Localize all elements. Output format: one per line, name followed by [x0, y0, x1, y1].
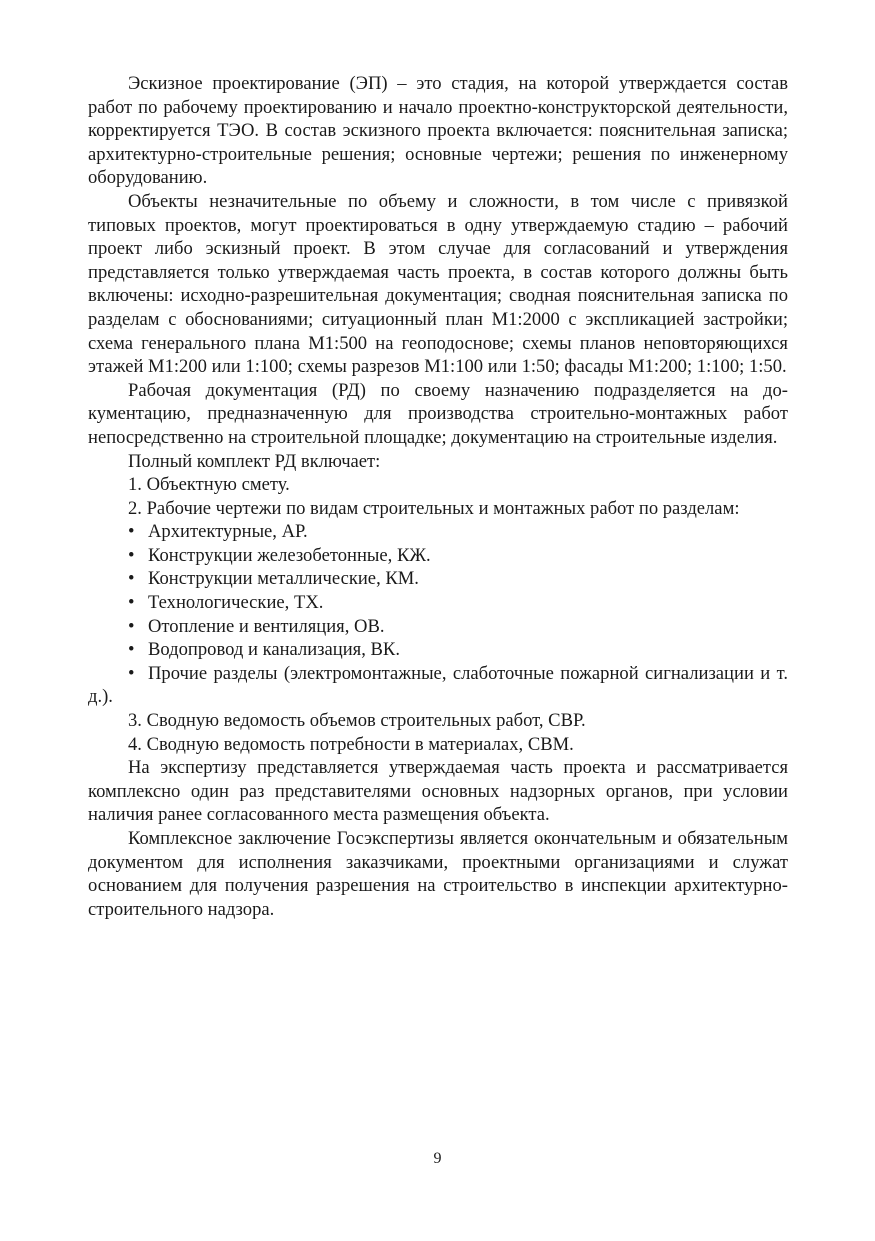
- bullet-item-vk: [88, 638, 788, 662]
- list-item-svr: 3. Сводную ведомость объемов строительных работ, СВР.: [128, 710, 586, 732]
- bullet-icon: •: [128, 615, 135, 637]
- bullet-item-ov: [88, 615, 788, 639]
- bullet-icon: •: [128, 639, 135, 661]
- bullet-text: Технологические, ТХ.: [148, 592, 324, 614]
- bullet-icon: •: [128, 568, 135, 590]
- sections-bullet-list: [88, 520, 788, 709]
- bullet-item-other: [88, 662, 788, 709]
- bullet-item-ar: [88, 520, 788, 544]
- paragraph-conclusion: Комплексное заключение Госэкспертизы является окончательным и обязательным документом для исполнения заказчиками, проектными организациями и служат основанием для получения разрешения на строительство в инспекции архитектурно-строительного надзора.: [88, 828, 788, 920]
- bullet-icon: •: [128, 662, 135, 684]
- paragraph-minor-objects: Объекты незначительные по объему и сложности, в том числе с привязкой типовых проектов, могут проектироваться в одну утверждаемую стадию – рабочий проект либо эскизный проект. В этом случае для согласований и утверждения представляется только утверждаемая часть проекта, в состав которого должны быть включены: исходно-разрешительная документация; сводная пояснительная записка по разделам с обоснованиями; ситуационный план М1:2000 с экспликацией застройки; схема генерального плана М1:500 на геоподоснове; схемы планов неповторяющихся этажей М1:200 или 1:100; схемы разрезов М1:100 или 1:50; фасады М1:200; 1:100; 1:50.: [88, 190, 788, 378]
- bullet-text: Конструкции железобетонные, КЖ.: [148, 544, 431, 566]
- bullet-icon: •: [128, 544, 135, 566]
- paragraph-expertise: На экспертизу представляется утверждаемая часть проекта и рассматривается комплексно один раз представителями основных надзорных органов, при условии наличия ранее согласованного места размещения объекта.: [88, 757, 788, 826]
- bullet-icon: •: [128, 521, 135, 543]
- bullet-item-kzh: [88, 544, 788, 568]
- list-item-svm: 4. Сводную ведомость потребности в материалах, СВМ.: [128, 733, 574, 755]
- bullet-text: Архитектурные, АР.: [148, 521, 308, 543]
- bullet-text: Отопление и вентиляция, ОВ.: [148, 615, 385, 637]
- paragraph-working-docs: Рабочая документация (РД) по своему назначению подразделяется на документацию, предназначенную для производства строительно-монтажных работ непосредственно на строительной площадке; документацию на строительные изделия.: [88, 379, 788, 448]
- bullet-text: Прочие разделы (электромонтажные, слаботочные пожарной сигнализации и т. д.).: [88, 662, 788, 708]
- document-page: [88, 72, 788, 921]
- list-item-estimate: 1. Объектную смету.: [128, 474, 290, 496]
- bullet-item-th: [88, 591, 788, 615]
- page-number: 9: [433, 1150, 442, 1167]
- bullet-icon: •: [128, 592, 135, 614]
- bullet-text: Конструкции металлические, КМ.: [148, 568, 419, 590]
- bullet-text: Водопровод и канализация, ВК.: [148, 639, 400, 661]
- list-item-drawings: 2. Рабочие чертежи по видам строительных и монтажных работ по разделам:: [128, 497, 740, 519]
- paragraph-full-set-intro: Полный комплект РД включает:: [128, 450, 381, 472]
- paragraph-sketch-design: Эскизное проектирование (ЭП) – это стадия, на которой утверждается состав работ по рабочему проектированию и начало проектно-конструкторской деятельности, корректируется ТЭО. В состав эскизного проекта включается: пояснительная записка; архитектурно-строительные решения; основные чертежи; решения по инженерному оборудованию.: [88, 73, 788, 189]
- bullet-item-km: [88, 567, 788, 591]
